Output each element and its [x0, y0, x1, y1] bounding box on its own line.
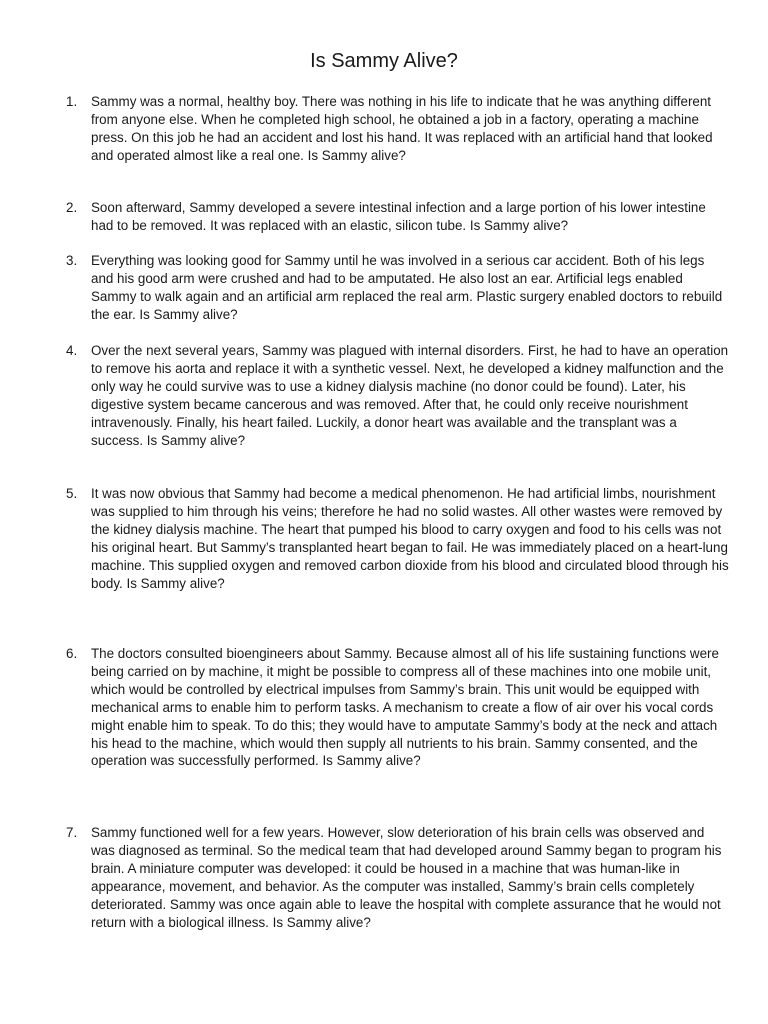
item-text: Sammy was a normal, healthy boy. There was nothing in his life to indicate that he was anything different from anyone else. When he completed high school, he obtained a job in a factory, operating a machine press. On this job he had an accident and lost his hand. It was replaced with an artificial hand that looked and operated almost like a real one. Is Sammy alive?	[91, 94, 713, 163]
page-title: Is Sammy Alive?	[310, 50, 458, 72]
item-text: Over the next several years, Sammy was plagued with internal disorders. First, he had to have an operation to remove his aorta and replace it with a synthetic vessel. Next, he developed a kidney malfunction and the only way he could survive was to use a kidney dialysis machine (no donor could be found). Later, his digestive system became cancerous and was removed. After that, he could only receive nourishment intravenously. Finally, his heart failed. Luckily, a donor heart was available and the transplant was a success. Is Sammy alive?	[91, 343, 729, 448]
item-number: 6.	[66, 646, 78, 661]
list-item	[66, 93, 730, 165]
item-text: The doctors consulted bioengineers about Sammy. Because almost all of his life sustaining functions were being carried on by machine, it might be possible to compress all of these machines into one mobile unit, which would be controlled by electrical impulses from Sammy’s brain. This unit would be equipped with mechanical arms to enable him to perform tasks. A mechanism to create a flow of air over his vocal cords might enable him to speak. To do this; they would have to amputate Sammy’s body at the neck and attach his head to the machine, which would then supply all nutrients to his brain. Sammy consented, and the operation was successfully performed. Is Sammy alive?	[91, 646, 719, 769]
list-item	[66, 645, 730, 770]
item-text: Sammy functioned well for a few years. However, slow deterioration of his brain cells was observed and was diagnosed as terminal. So the medical team that had developed around Sammy began to program his brain. A miniature computer was developed: it could be housed in a machine that was human-like in appearance, movement, and behavior. As the computer was installed, Sammy’s brain cells completely deteriorated. Sammy was once again able to leave the hospital with complete assurance that he would not return with a biological illness. Is Sammy alive?	[91, 825, 722, 930]
item-number: 7.	[66, 825, 78, 840]
list-item	[66, 252, 730, 324]
list-item	[66, 199, 730, 235]
item-number: 5.	[66, 486, 78, 501]
item-number: 4.	[66, 343, 78, 358]
item-number: 3.	[66, 253, 78, 268]
list-item	[66, 824, 730, 931]
list-item	[66, 485, 730, 592]
item-text: Soon afterward, Sammy developed a severe intestinal infection and a large portion of his lower intestine had to be removed. It was replaced with an elastic, silicon tube. Is Sammy alive?	[91, 200, 706, 233]
item-text: Everything was looking good for Sammy until he was involved in a serious car accident. Both of his legs and his good arm were crushed and had to be amputated. He also lost an ear. Artificial legs enabled Sammy to walk again and an artificial arm replaced the real arm. Plastic surgery enabled doctors to rebuild the ear. Is Sammy alive?	[91, 253, 723, 322]
item-text: It was now obvious that Sammy had become a medical phenomenon. He had artificial limbs, nourishment was supplied to him through his veins; therefore he had no solid wastes. All other wastes were removed by the kidney dialysis machine. The heart that pumped his blood to carry oxygen and food to his cells was not his original heart. But Sammy’s transplanted heart began to fail. He was immediately placed on a heart-lung machine. This supplied oxygen and removed carbon dioxide from his blood and circulated blood through his body. Is Sammy alive?	[91, 486, 729, 591]
item-number: 1.	[66, 94, 78, 109]
list-item	[66, 342, 730, 449]
item-number: 2.	[66, 200, 78, 215]
